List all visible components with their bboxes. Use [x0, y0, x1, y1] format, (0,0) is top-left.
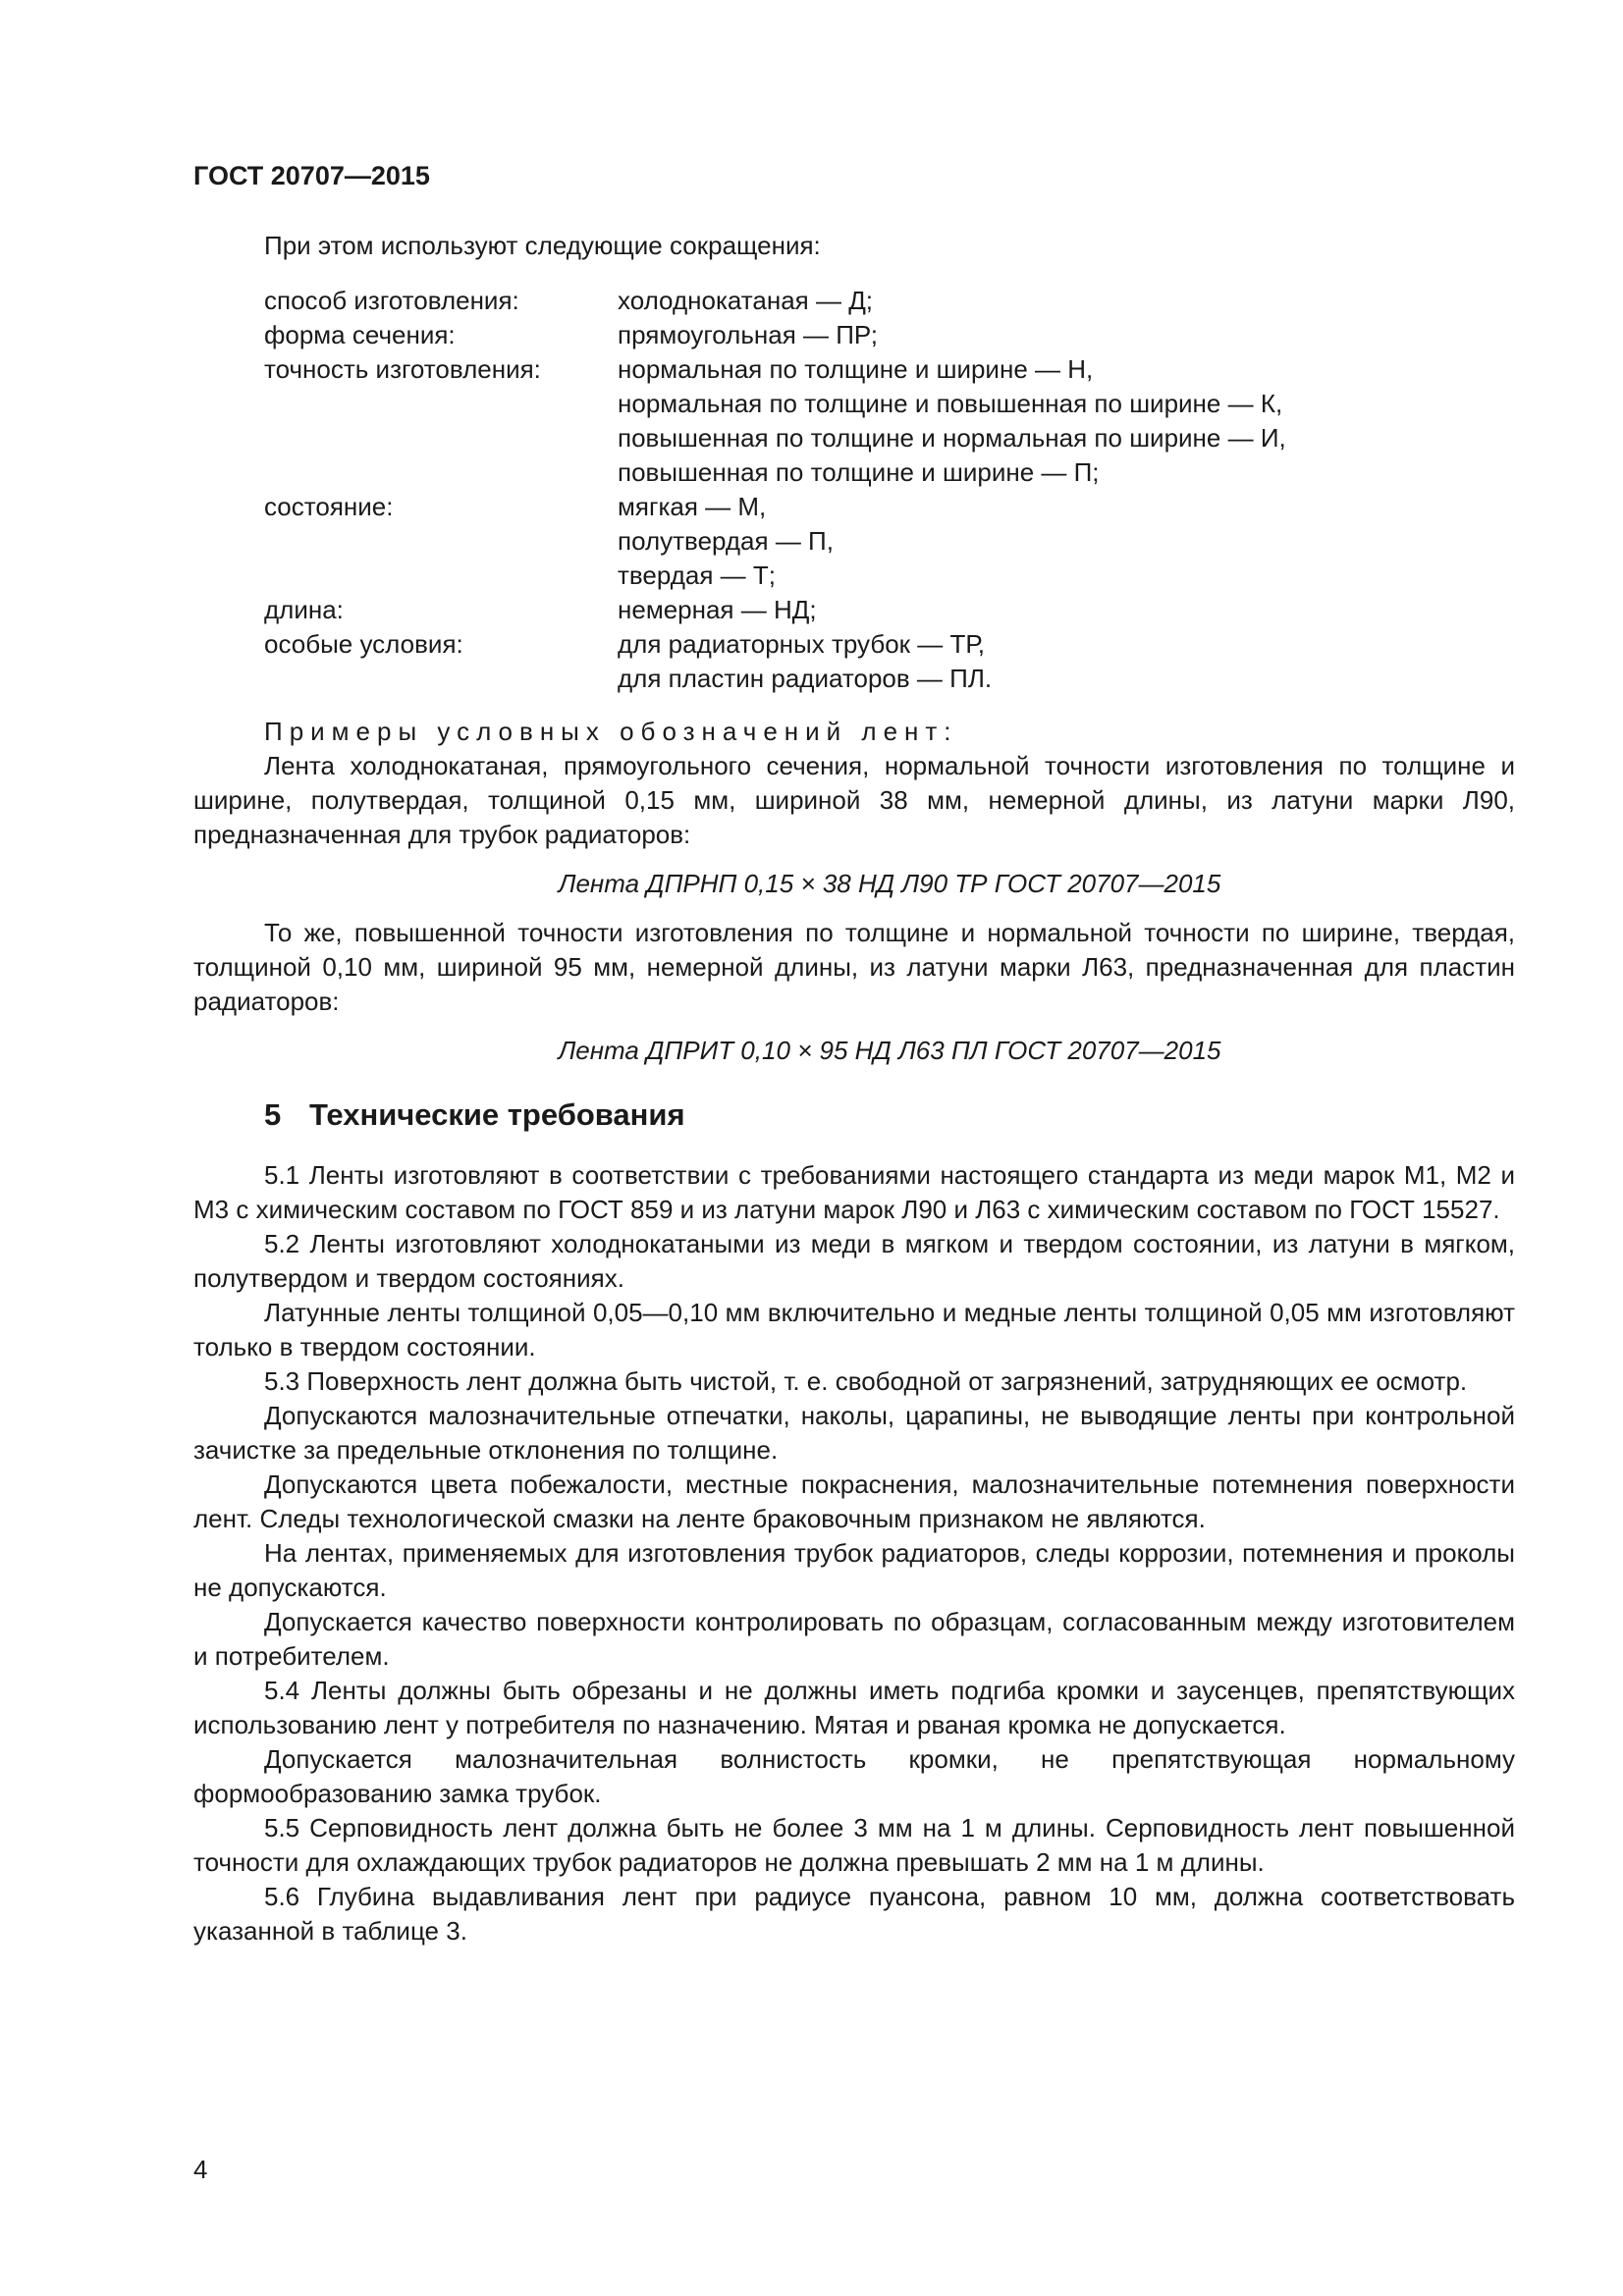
- section-heading: [193, 1095, 1515, 1135]
- abbr-value: повышенная по толщине и ширине — П;: [618, 457, 1100, 487]
- paragraph: Латунные ленты толщиной 0,05—0,10 мм включительно и медные ленты толщиной 0,05 мм изготовляют только в твердом состоянии.: [193, 1298, 1515, 1362]
- abbr-value: твердая — Т;: [618, 561, 777, 590]
- abbr-value: для радиаторных трубок — ТР,: [618, 629, 986, 659]
- abbr-values: [618, 284, 1515, 318]
- abbr-key: состояние:: [264, 492, 394, 521]
- abbr-values: [618, 318, 1515, 352]
- paragraph: На лентах, применяемых для изготовления трубок радиаторов, следы коррозии, потемнения и проколы не допускаются.: [193, 1538, 1515, 1602]
- page-content: [193, 229, 1515, 1949]
- abbr-value: прямоугольная — ПР;: [618, 320, 878, 349]
- abbr-value: для пластин радиаторов — ПЛ.: [618, 664, 993, 693]
- example-1-designation: Лента ДПРНП 0,15 × 38 НД Л90 ТР ГОСТ 20707—2015: [558, 869, 1221, 898]
- abbr-row-accuracy: [193, 352, 1515, 490]
- abbr-key: форма сечения:: [264, 320, 456, 349]
- section-number: 5: [264, 1097, 282, 1132]
- example-2-text: То же, повышенной точности изготовления по толщине и нормальной точности по ширине, твердая, толщиной 0,10 мм, шириной 95 мм, немерной длины, из латуни марки Л63, предназначенная для пластин радиаторов:: [193, 918, 1515, 1016]
- document-header: ГОСТ 20707—2015: [193, 161, 430, 190]
- example-1-text: Лента холоднокатаная, прямоугольного сечения, нормальной точности изготовления по толщине и ширине, полутвердая, толщиной 0,15 мм, шириной 38 мм, немерной длины, из латуни марки Л90, предназначенная для трубок радиаторов:: [193, 751, 1515, 849]
- abbr-value: полутвердая — П,: [618, 526, 834, 556]
- section-title: Технические требования: [309, 1097, 685, 1132]
- paragraph: 5.3 Поверхность лент должна быть чистой, т. е. свободной от загрязнений, затрудняющих ее осмотр.: [264, 1366, 1468, 1396]
- page-number: 4: [193, 2155, 208, 2184]
- paragraph: 5.6 Глубина выдавливания лент при радиусе пуансона, равном 10 мм, должна соответствовать указанной в таблице 3.: [193, 1882, 1515, 1946]
- abbr-row-special: [193, 627, 1515, 696]
- abbr-value: нормальная по толщине и повышенная по ширине — К,: [618, 389, 1283, 418]
- abbr-values: [618, 352, 1515, 490]
- paragraph: 5.4 Ленты должны быть обрезаны и не должны иметь подгиба кромки и заусенцев, препятствующих использованию лент у потребителя по назначению. Мятая и рваная кромка не допускается.: [193, 1676, 1515, 1739]
- abbr-key: длина:: [264, 595, 344, 624]
- abbr-row-section: [193, 318, 1515, 352]
- abbr-value: мягкая — М,: [618, 492, 767, 521]
- paragraph: 5.1 Ленты изготовляют в соответствии с требованиями настоящего стандарта из меди марок М1, М2 и М3 с химическим составом по ГОСТ 859 и из латуни марок Л90 и Л63 с химическим составом по ГОСТ 15527.: [193, 1160, 1515, 1224]
- example-2-designation: Лента ДПРИТ 0,10 × 95 НД Л63 ПЛ ГОСТ 20707—2015: [558, 1036, 1221, 1065]
- abbr-value: немерная — НД;: [618, 595, 817, 624]
- paragraph: 5.2 Ленты изготовляют холоднокатаными из меди в мягком и твердом состоянии, из латуни в мягком, полутвердом и твердом состояниях.: [193, 1229, 1515, 1293]
- abbreviations-list: [193, 284, 1515, 696]
- paragraph: Допускается качество поверхности контролировать по образцам, согласованным между изготовителем и потребителем.: [193, 1607, 1515, 1671]
- abbr-value: холоднокатаная — Д;: [618, 286, 874, 315]
- abbr-row-method: [193, 284, 1515, 318]
- examples-heading: Примеры условных обозначений лент:: [264, 717, 958, 746]
- paragraph: Допускается малозначительная волнистость кромки, не препятствующая нормальному формообразованию замка трубок.: [193, 1744, 1515, 1808]
- paragraph: Допускаются малозначительные отпечатки, наколы, царапины, не выводящие ленты при контрольной зачистке за предельные отклонения по толщине.: [193, 1401, 1515, 1465]
- abbr-values: [618, 490, 1515, 593]
- abbr-values: [618, 627, 1515, 696]
- abbr-row-length: [193, 593, 1515, 627]
- abbr-value: повышенная по толщине и нормальная по ширине — И,: [618, 423, 1286, 453]
- abbreviations-intro: При этом используют следующие сокращения:: [264, 231, 821, 260]
- abbr-key: особые условия:: [264, 629, 463, 659]
- abbr-key: точность изготовления:: [264, 354, 541, 384]
- abbr-value: нормальная по толщине и ширине — Н,: [618, 354, 1094, 384]
- paragraph: Допускаются цвета побежалости, местные покраснения, малозначительные потемнения поверхности лент. Следы технологической смазки на ленте браковочным признаком не являются.: [193, 1469, 1515, 1533]
- paragraph: 5.5 Серповидность лент должна быть не более 3 мм на 1 м длины. Серповидность лент повышенной точности для охлаждающих трубок радиаторов не должна превышать 2 мм на 1 м длины.: [193, 1813, 1515, 1877]
- abbr-key: способ изготовления:: [264, 286, 519, 315]
- abbr-row-state: [193, 490, 1515, 593]
- abbr-values: [618, 593, 1515, 627]
